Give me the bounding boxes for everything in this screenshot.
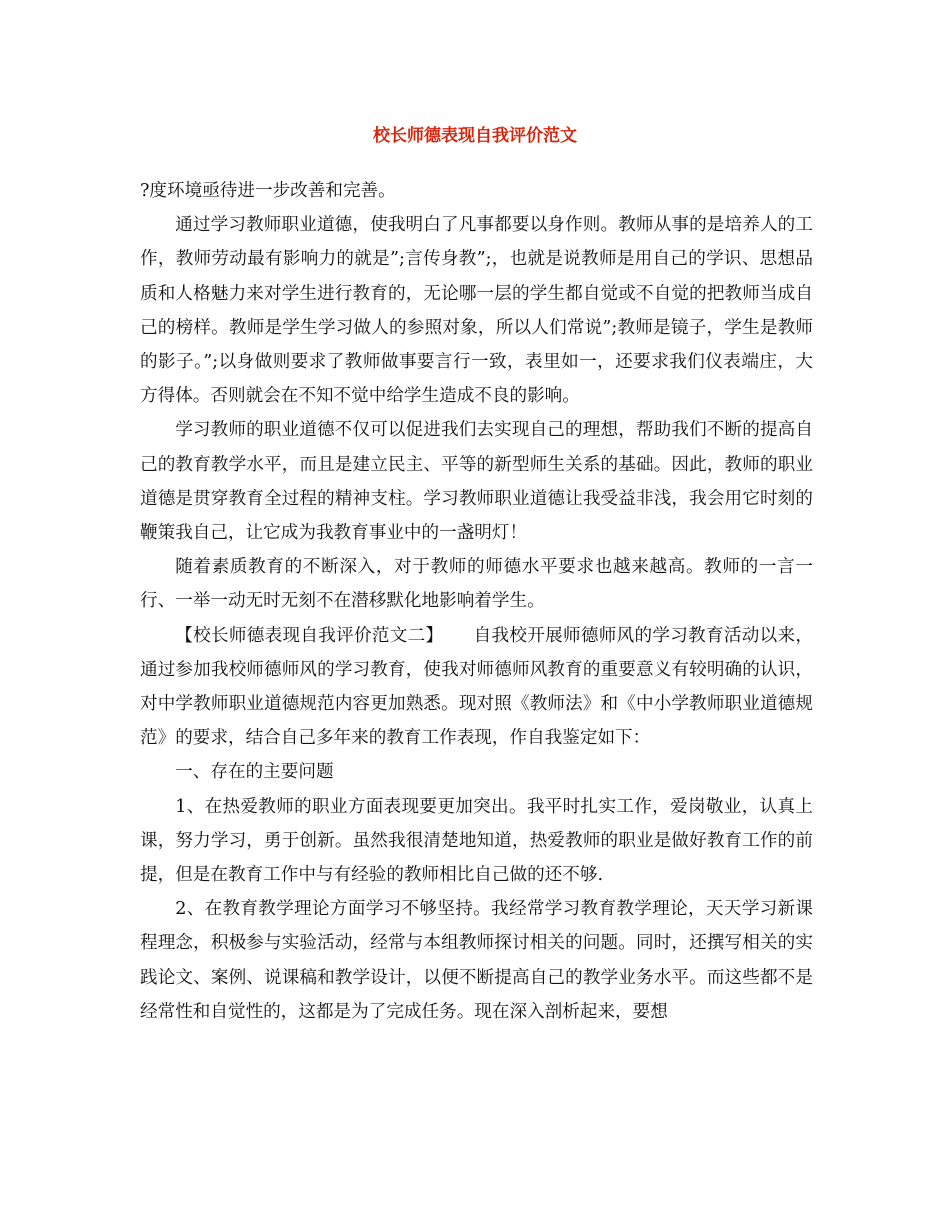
section-paragraph (140, 619, 813, 756)
paragraph: 随着素质教育的不断深入，对于教师的师德水平要求也越来越高。教师的一言一行、一举一动无时无刻不在潜移默化地影响着学生。 (140, 557, 813, 612)
paragraph-continuation: ?度环境亟待进一步改善和完善。 (140, 181, 396, 201)
section-heading: 【校长师德表现自我评价范文二】 (175, 625, 444, 646)
list-item: 1、在热爱教师的职业方面表现要更加突出。我平时扎实工作，爱岗敬业，认真上课，努力学习，勇于创新。虽然我很清楚地知道，热爱教师的职业是做好教育工作的前提，但是在教育工作中与有经验的教师相比自己做的还不够. (140, 796, 813, 886)
paragraph: 学习教师的职业道德不仅可以促进我们去实现自己的理想，帮助我们不断的提高自己的教育教学水平，而且是建立民主、平等的新型师生关系的基础。因此，教师的职业道德是贯穿教育全过程的精神支柱。学习教师职业道德让我受益非浅，我会用它时刻的鞭策我自己，让它成为我教育事业中的一盏明灯！ (140, 420, 813, 544)
subheading: 一、存在的主要问题 (175, 762, 334, 783)
document-body (140, 174, 813, 1029)
document-title: 校长师德表现自我评价范文 (373, 126, 577, 146)
list-item: 2、在教育教学理论方面学习不够坚持。我经常学习教育教学理论，天天学习新课程理念，积极参与实验活动，经常与本组教师探讨相关的问题。同时，还撰写相关的实践论文、案例、说课稿和教学设计，以便不断提高自己的教学业务水平。而这些都不是经常性和自觉性的，这都是为了完成任务。现在深入剖析起来，要想 (140, 899, 813, 1022)
section-text: 自我校开展师德师风的学习教育活动以来，通过参加我校师德师风的学习教育，使我对师德师风教育的重要意义有较明确的认识，对中学教师职业道德规范内容更加熟悉。现对照《教师法》和《中小学教师职业道德规范》的要求，结合自己多年来的教育工作表现，作自我鉴定如下： (140, 625, 813, 749)
paragraph: 通过学习教师职业道德，使我明白了凡事都要以身作则。教师从事的是培养人的工作，教师劳动最有影响力的就是”;言传身教”;，也就是说教师是用自己的学识、思想品质和人格魅力来对学生进行教育的，无论哪一层的学生都自觉或不自觉的把教师当成自己的榜样。教师是学生学习做人的参照对象，所以人们常说”;教师是镜子，学生是教师的影子。”;以身做则要求了教师做事要言行一致，表里如一，还要求我们仪表端庄，大方得体。否则就会在不知不觉中给学生造成不良的影响。 (140, 215, 813, 407)
